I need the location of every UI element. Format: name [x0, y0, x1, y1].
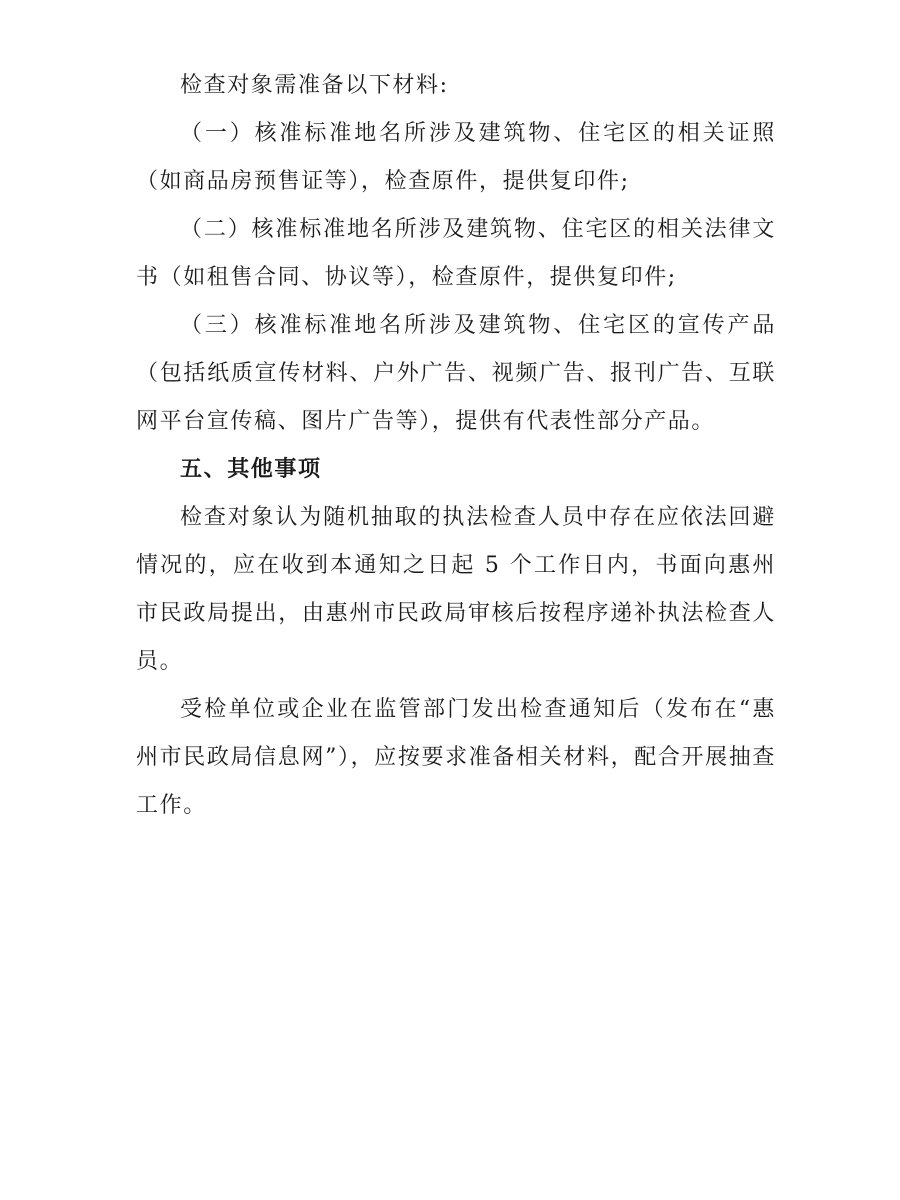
- document-body: [136, 62, 776, 830]
- section-heading: 五、其他事项: [180, 457, 322, 482]
- material-item-2: （二）核准标准地名所涉及建筑物、住宅区的相关法律文书（如租售合同、协议等），检查原件，提供复印件;: [136, 217, 776, 290]
- section-paragraph-cooperation: 受检单位或企业在监管部门发出检查通知后（发布在“惠州市民政局信息网”），应按要求准备相关材料，配合开展抽查工作。: [136, 697, 776, 818]
- section-paragraph-recusal: 检查对象认为随机抽取的执法检查人员中存在应依法回避情况的，应在收到本通知之日起 5 个工作日内，书面向惠州市民政局提出，由惠州市民政局审核后按程序递补执法检查人员。: [136, 505, 776, 674]
- material-item-3: （三）核准标准地名所涉及建筑物、住宅区的宣传产品（包括纸质宣传材料、户外广告、视频广告、报刊广告、互联网平台宣传稿、图片广告等），提供有代表性部分产品。: [136, 313, 776, 434]
- material-item-1: （一）核准标准地名所涉及建筑物、住宅区的相关证照（如商品房预售证等），检查原件，提供复印件;: [136, 121, 776, 194]
- materials-intro: 检查对象需准备以下材料:: [180, 73, 449, 98]
